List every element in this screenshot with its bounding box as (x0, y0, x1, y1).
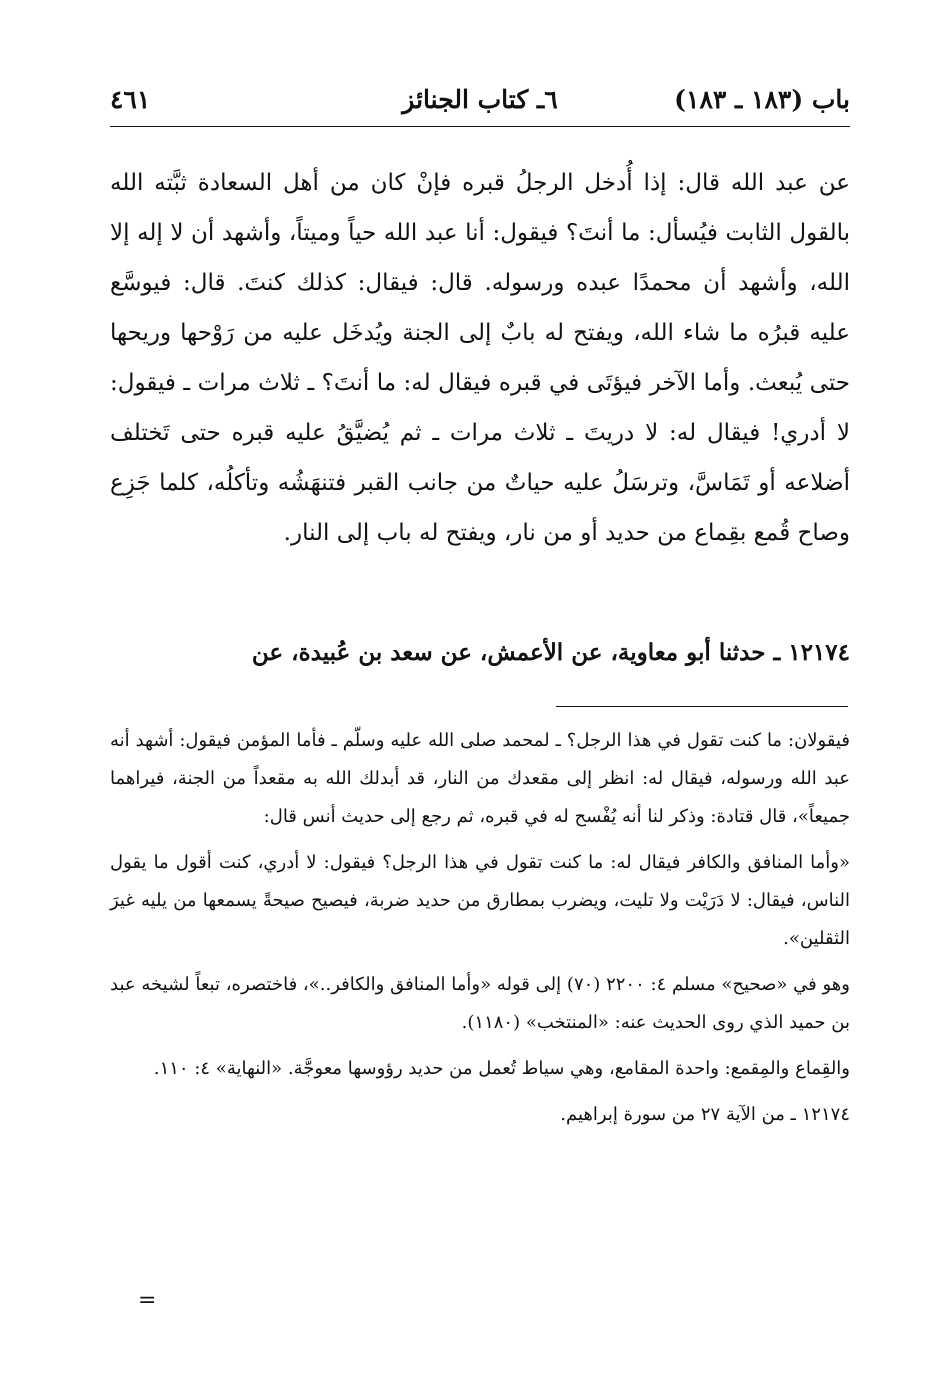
footnote-separator (556, 706, 848, 707)
header-rule (110, 126, 850, 127)
main-text (110, 158, 850, 558)
footnote-paragraph: وهو في «صحيح» مسلم ٤: ٢٢٠٠ (٧٠) إلى قوله «وأما المنافق والكافر..»، فاختصره، تبعاً لشيخه عبد بن حميد الذي روى الحديث عنه: «المنتخب» (١١٨٠). (110, 974, 850, 1033)
footnote-paragraph: والقِماع والمِقمع: واحدة المقامع، وهي سياط تُعمل من حديد رؤوسها معوجَّة. «النهاية» ٤: ١١٠. (153, 1058, 850, 1079)
continuation-mark: = (138, 1288, 157, 1313)
footnote-paragraph: «وأما المنافق والكافر فيقال له: ما كنت تقول في هذا الرجل؟ فيقول: لا أدري، كنت أقول ما يقول الناس، فيقال: لا دَرَيْت ولا تليت، ويضرب بمطارق من حديد ضربة، فيصيح صيحةً يسمعها من يليه غيرَ الثقلين». (110, 852, 850, 949)
hadith-body-paragraph: عن عبد الله قال: إذا أُدخل الرجلُ قبره فإنْ كان من أهل السعادة ثبَّته الله بالقول الثابت فيُسأل: ما أنتَ؟ فيقول: أنا عبد الله حياً وميتاً، وأشهد أن لا إله إلا الله، وأشهد أن محمدًا عبده ورسوله. قال: فيقال: كذلك كنتَ. قال: فيوسَّع عليه قبرُه ما شاء الله، ويفتح له بابٌ إلى الجنة ويُدخَل عليه من رَوْحها وريحها حتى يُبعث. وأما الآخر فيؤتَى في قبره فيقال له: ما أنتَ؟ ـ ثلاث مرات ـ فيقول: لا أدري! فيقال له: لا دريتَ ـ ثلاث مرات ـ ثم يُضيَّقُ عليه قبره حتى تَختلف أضلاعه أو تَمَاسَّ، وترسَلُ عليه حياتٌ من جانب القبر فتنهَشُه وتأكلُه، كلما جَزِع وصاح قُمع بقِماع من حديد أو من نار، ويفتح له باب إلى النار. (110, 170, 850, 546)
page-number: ٤٦١ (110, 85, 151, 114)
footnote-paragraph: فيقولان: ما كنت تقول في هذا الرجل؟ ـ لمحمد صلى الله عليه وسلّم ـ فأما المؤمن فيقول: أشهد أنه عبد الله ورسوله، فيقال له: انظر إلى مقعدك من النار، قد أبدلك الله به مقعداً من الجنة، فيراهما جميعاً»، قال قتادة: وذكر لنا أنه يُفْسح له في قبره، ثم رجع إلى حديث أنس قال: (110, 730, 850, 827)
chapter-title: باب (١٨٣ ـ ١٨٣) (674, 85, 850, 114)
footnotes (110, 722, 850, 1142)
running-header (110, 80, 850, 120)
book-title: ٦ـ كتاب الجنائز (402, 85, 558, 114)
footnote-paragraph: ١٢١٧٤ ـ من الآية ٢٧ من سورة إبراهيم. (560, 1104, 850, 1125)
hadith-heading: ١٢١٧٤ ـ حدثنا أبو معاوية، عن الأعمش، عن سعد بن عُبيدة، عن (251, 639, 850, 666)
